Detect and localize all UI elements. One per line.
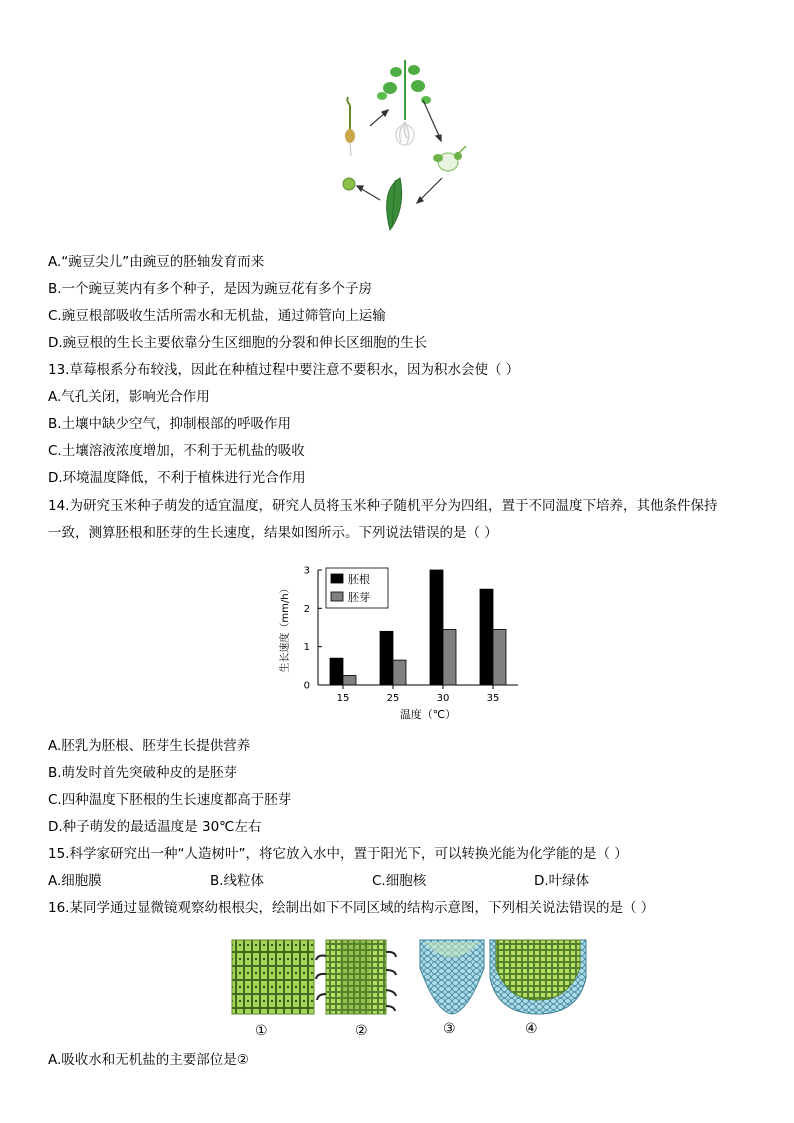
q15-option-a: A.细胞膜	[48, 873, 102, 889]
q15-stem: 15.科学家研究出一种“人造树叶”，将它放入水中，置于阳光下，可以转换光能为化学能的是（ ）	[48, 846, 628, 862]
panel-label-4: ④	[525, 1021, 538, 1037]
x-tick-label: 15	[336, 693, 350, 704]
bar-胚根-15	[330, 658, 343, 685]
root-region-2	[316, 940, 396, 1014]
q12-option-a: A.“豌豆尖儿”由豌豆的胚轴发育而来	[48, 254, 265, 270]
bar-胚芽-25	[393, 660, 406, 685]
q13-option-d: D.环境温度降低，不利于植株进行光合作用	[48, 470, 306, 486]
pea-life-cycle-figure	[330, 50, 480, 240]
root-tip-regions-figure	[228, 938, 590, 1016]
y-tick-label: 2	[303, 603, 310, 615]
bar-胚根-35	[480, 589, 493, 685]
x-tick-label: 25	[386, 693, 400, 704]
q13-option-a: A.气孔关闭，影响光合作用	[48, 389, 210, 405]
q15-option-c: C.细胞核	[372, 873, 427, 889]
chart-x-axis-label: 温度（℃）	[399, 708, 457, 721]
y-tick-label: 0	[303, 680, 310, 692]
bar-胚芽-15	[343, 675, 356, 685]
q16-option-a: A.吸收水和无机盐的主要部位是②	[48, 1052, 249, 1068]
root-region-3	[420, 940, 484, 1014]
bar-胚芽-30	[443, 629, 456, 685]
pea-pod-drawing	[387, 178, 402, 230]
panel-label-1: ①	[255, 1023, 268, 1039]
root-region-4	[490, 940, 586, 1014]
y-tick-label: 1	[303, 642, 310, 654]
x-tick-label: 35	[486, 693, 500, 704]
growth-speed-chart	[270, 558, 530, 728]
q13-option-b: B.土壤中缺少空气，抑制根部的呼吸作用	[48, 416, 292, 432]
q13-option-c: C.土壤溶液浓度增加，不利于无机盐的吸收	[48, 443, 305, 459]
legend-swatch	[331, 574, 343, 583]
q15-option-d: D.叶绿体	[534, 873, 590, 889]
panel-label-2: ②	[355, 1023, 368, 1039]
q13-stem: 13.草莓根系分布较浅，因此在种植过程中要注意不要积水，因为积水会使（ ）	[48, 362, 520, 378]
q15-option-b: B.线粒体	[210, 873, 265, 889]
q12-option-c: C.豌豆根部吸收生活所需水和无机盐，通过筛管向上运输	[48, 308, 386, 324]
q14-option-c: C.四种温度下胚根的生长速度都高于胚芽	[48, 792, 292, 808]
pea-seed-drawing	[343, 178, 355, 190]
bar-胚根-25	[380, 631, 393, 685]
q12-option-b: B.一个豌豆荚内有多个种子，是因为豌豆花有多个子房	[48, 281, 373, 297]
chart-y-axis-label: 生长速度（mm/h）	[280, 583, 291, 673]
panel-label-3: ③	[443, 1021, 456, 1037]
bar-胚根-30	[430, 570, 443, 685]
x-tick-label: 30	[436, 693, 450, 704]
young-plant-drawing	[377, 60, 431, 145]
root-region-1	[232, 940, 314, 1014]
legend-swatch	[331, 592, 343, 601]
bar-胚芽-35	[493, 629, 506, 685]
legend-label: 胚根	[348, 573, 370, 586]
q12-option-d: D.豌豆根的生长主要依靠分生区细胞的分裂和伸长区细胞的生长	[48, 335, 428, 351]
legend-label: 胚芽	[348, 591, 370, 604]
q14-stem-line1: 14.为研究玉米种子萌发的适宜温度，研究人员将玉米种子随机平分为四组，置于不同温度下培养，其他条件保持	[48, 498, 718, 514]
chart-legend	[326, 568, 388, 608]
seedling-drawing	[345, 97, 355, 156]
q14-stem-line2: 一致，测算胚根和胚芽的生长速度，结果如图所示。下列说法错误的是（ ）	[48, 525, 498, 541]
q14-option-b: B.萌发时首先突破种皮的是胚芽	[48, 765, 238, 781]
q14-option-a: A.胚乳为胚根、胚芽生长提供营养	[48, 738, 251, 754]
y-tick-label: 3	[303, 565, 310, 577]
q16-stem: 16.某同学通过显微镜观察幼根根尖，绘制出如下不同区域的结构示意图，下列相关说法错误的是（ ）	[48, 900, 655, 916]
q14-option-d: D.种子萌发的最适温度是 30℃左右	[48, 819, 262, 835]
pea-flower-drawing	[433, 146, 466, 171]
